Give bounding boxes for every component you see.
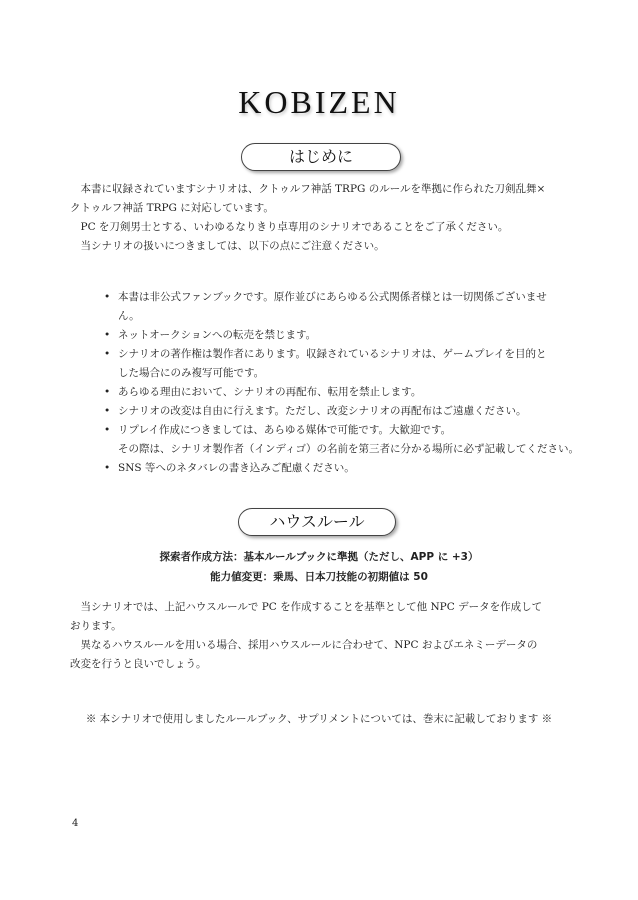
list-item-text: ネットオークションへの転売を禁じます。 (118, 329, 317, 341)
section-heading-house-rules: ハウスルール (238, 508, 396, 536)
bullet-icon: • (104, 462, 111, 474)
intro-line: 当シナリオの扱いにつきましては、以下の点にご注意ください。 (70, 240, 385, 252)
intro-line: クトゥルフ神話 TRPG に対応しています。 (70, 202, 274, 214)
list-item-text: ん。 (118, 310, 140, 322)
body-line: 当シナリオでは、上記ハウスルールで PC を作成することを基準として他 NPC データを作成して (70, 601, 543, 613)
intro-paragraph (70, 180, 570, 256)
list-item-text: あらゆる理由において、シナリオの再配布、転用を禁止します。 (118, 386, 422, 398)
house-rules-paragraph (70, 598, 570, 674)
bullet-icon: • (104, 424, 111, 436)
list-item-text: SNS 等へのネタバレの書き込みご配慮ください。 (118, 462, 355, 474)
list-item-text: シナリオの改変は自由に行えます。ただし、改変シナリオの再配布はご遠慮ください。 (118, 405, 527, 417)
house-rule-line: 能力値変更：乗馬、日本刀技能の初期値は 50 (210, 571, 428, 583)
list-item-text: リプレイ作成につきましては、あらゆる媒体で可能です。大歓迎です。 (118, 424, 452, 436)
house-rule-line: 探索者作成方法：基本ルールブックに準拠（ただし、APP に +3） (159, 551, 479, 563)
bullet-icon: • (104, 386, 111, 398)
list-item-text: シナリオの著作権は製作者にあります。収録されているシナリオは、ゲームプレイを目的と (118, 348, 547, 360)
house-rules-block (0, 547, 638, 587)
body-line: おります。 (70, 620, 122, 632)
bullet-icon: • (104, 348, 111, 360)
page-title: KOBIZEN (238, 84, 400, 120)
bullet-icon: • (104, 405, 111, 417)
footnote-rulebooks: ※ 本シナリオで使用しましたルールブック、サプリメントについては、巻末に記載しております ※ (85, 713, 553, 725)
page-number: 4 (72, 818, 79, 829)
body-line: 異なるハウスルールを用いる場合、採用ハウスルールに合わせて、NPC およびエネミーデータの (70, 639, 538, 651)
list-item (104, 345, 574, 383)
intro-line: PC を刀剣男士とする、いわゆるなりきり卓専用のシナリオであることをご了承ください。 (70, 221, 509, 233)
body-line: 改変を行うと良いでしょう。 (70, 658, 207, 670)
notice-list (104, 288, 580, 478)
bullet-icon: • (104, 291, 111, 303)
section-heading-introduction: はじめに (241, 143, 401, 171)
list-item-text: した場合にのみ複写可能です。 (118, 367, 265, 379)
list-item (104, 402, 574, 421)
list-item (104, 288, 574, 326)
list-item (104, 459, 574, 478)
list-item-text: 本書は非公式ファンブックです。原作並びにあらゆる公式関係者様とは一切関係ございませ (118, 291, 547, 303)
list-item (104, 326, 574, 345)
list-item (104, 383, 574, 402)
list-item-text: その際は、シナリオ製作者（インディゴ）の名前を第三者に分かる場所に必ず記載してください。 (118, 443, 580, 455)
list-item (104, 421, 580, 459)
intro-line: 本書に収録されていますシナリオは、クトゥルフ神話 TRPG のルールを準拠に作られた刀剣乱舞× (70, 183, 546, 195)
bullet-icon: • (104, 329, 111, 341)
